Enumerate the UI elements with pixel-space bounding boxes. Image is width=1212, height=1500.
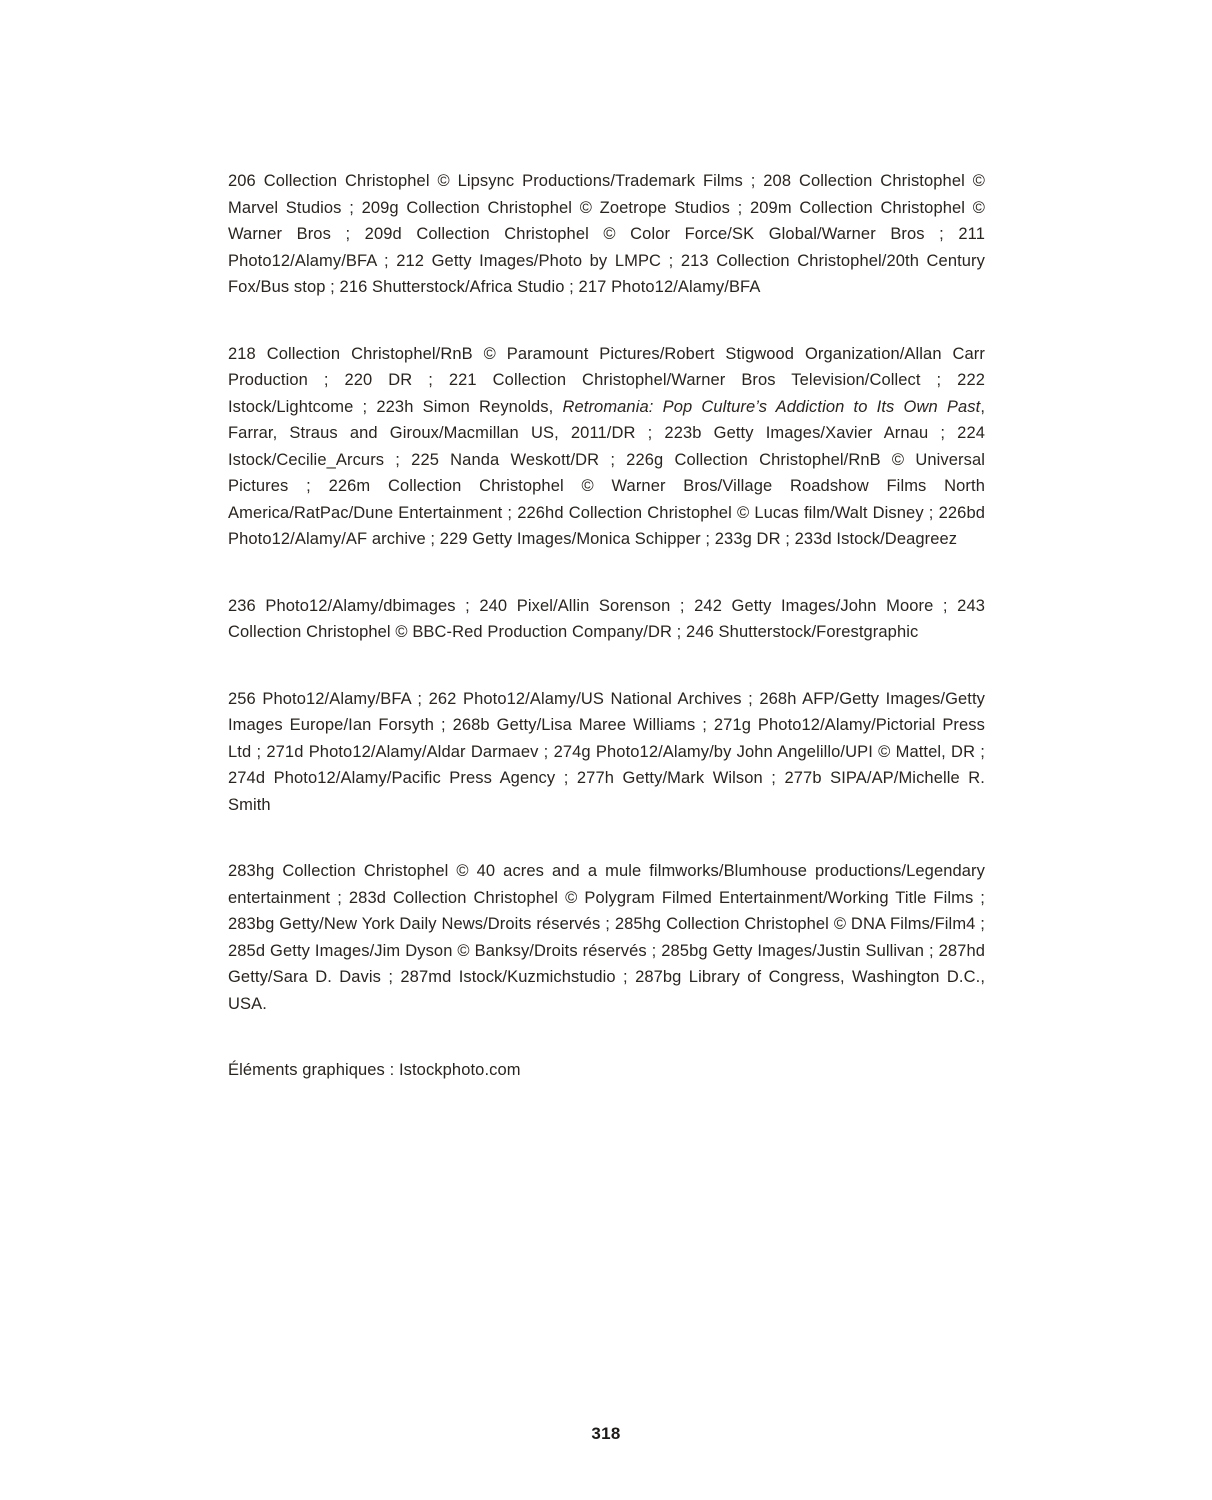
credits-paragraph-283-287	[228, 858, 985, 1017]
credit-text-segment: 218 Collection Christophel/RnB © Paramount Pictures/Robert Stigwood Organization/Allan Carr Production ; 220 DR ; 221 Collection Christophel/Warner Bros Television/Collect ; 222 Istock/Lightcome ; 223h Simon Reynolds,	[228, 344, 985, 416]
book-title-italic: Retromania: Pop Culture’s Addiction to Its Own Past	[562, 397, 981, 416]
credit-text-segment: 236 Photo12/Alamy/dbimages ; 240 Pixel/Allin Sorenson ; 242 Getty Images/John Moore ; 243 Collection Christophel © BBC-Red Production Company/DR ; 246 Shutterstock/Forestgraphic	[228, 596, 985, 641]
credits-paragraph-236-246	[228, 593, 985, 646]
credits-paragraph-256-277	[228, 686, 985, 819]
credit-text-segment: Éléments graphiques : Istockphoto.com	[228, 1061, 521, 1079]
credits-paragraph-218-233	[228, 341, 985, 553]
credit-text-segment: 256 Photo12/Alamy/BFA ; 262 Photo12/Alamy/US National Archives ; 268h AFP/Getty Images/Getty Images Europe/Ian Forsyth ; 268b Getty/Lisa Maree Williams ; 271g Photo12/Alamy/Pictorial Press Ltd ; 271d Photo12/Alamy/Aldar Darmaev ; 274g Photo12/Alamy/by John Angelillo/UPI © Mattel, DR ; 274d Photo12/Alamy/Pacific Press Agency ; 277h Getty/Mark Wilson ; 277b SIPA/AP/Michelle R. Smith	[228, 689, 985, 814]
credits-paragraph-206-217	[228, 168, 985, 301]
credit-text-segment: 206 Collection Christophel © Lipsync Productions/Trademark Films ; 208 Collection Christophel © Marvel Studios ; 209g Collection Christophel © Zoetrope Studios ; 209m Collection Christophel © Warner Bros ; 209d Collection Christophel © Color Force/SK Global/Warner Bros ; 211 Photo12/Alamy/BFA ; 212 Getty Images/Photo by LMPC ; 213 Collection Christophel/20th Century Fox/Bus stop ; 216 Shutterstock/Africa Studio ; 217 Photo12/Alamy/BFA	[228, 172, 985, 296]
graphic-elements-note	[228, 1057, 985, 1084]
credit-text-segment: , Farrar, Straus and Giroux/Macmillan US, 2011/DR ; 223b Getty Images/Xavier Arnau ; 224 Istock/Cecilie_Arcurs ; 225 Nanda Weskott/DR ; 226g Collection Christophel/RnB © Universal Pictures ; 226m Collection Christophel © Warner Bros/Village Roadshow Films North America/RatPac/Dune Entertainment ; 226hd Collection Christophel © Lucas film/Walt Disney ; 226bd Photo12/Alamy/AF archive ; 229 Getty Images/Monica Schipper ; 233g DR ; 233d Istock/Deagreez	[228, 397, 985, 548]
page-number: 318	[591, 1424, 621, 1443]
credit-text-segment: 283hg Collection Christophel © 40 acres and a mule filmworks/Blumhouse productions/Legendary entertainment ; 283d Collection Christophel © Polygram Filmed Entertainment/Working Title Films ; 283bg Getty/New York Daily News/Droits réservés ; 285hg Collection Christophel © DNA Films/Film4 ; 285d Getty Images/Jim Dyson © Banksy/Droits réservés ; 285bg Getty Images/Justin Sullivan ; 287hd Getty/Sara D. Davis ; 287md Istock/Kuzmichstudio ; 287bg Library of Congress, Washington D.C., USA.	[228, 862, 985, 1013]
credits-text	[228, 168, 985, 1084]
